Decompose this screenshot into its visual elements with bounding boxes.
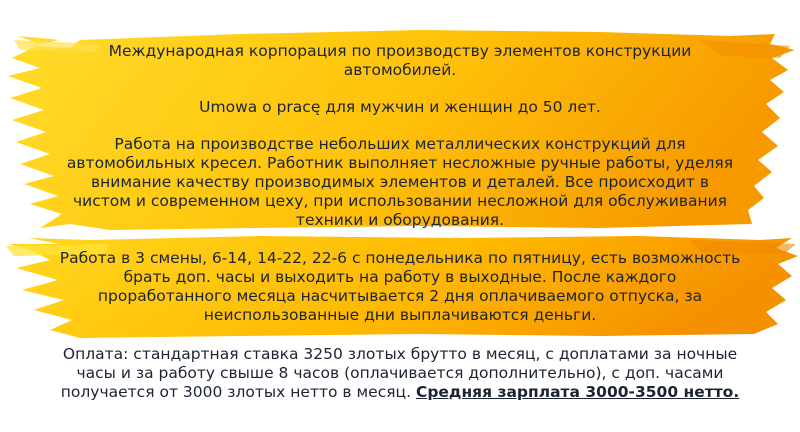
company-description: Международная корпорация по производству элементов конструкции автомобилей.	[108, 42, 692, 79]
payment-info	[40, 345, 760, 402]
work-schedule: Работа в 3 смены, 6-14, 14-22, 22-6 с понедельника по пятницу, есть возможность брать доп. часы и выходить на работу в выходные. После каждого проработанного месяца насчитывается 2 дня оплачиваемого отпуска, за неиспользованные дни выплачиваются деньги.	[59, 249, 741, 324]
contract-type: Umowa o pracę для мужчин и женщин до 50 лет.	[199, 98, 601, 116]
job-description: Работа на производстве небольших металлических конструкций для автомобильных кресел. Работник выполняет несложные ручные работы, уделяя внимание качеству производимых элементов и деталей. Все происходит в чистом и современном цеху, при использовании несложной для обслуживания техники и оборудования.	[66, 135, 734, 229]
payment-text: Оплата: стандартная ставка 3250 злотых брутто в месяц, с доплатами за ночные часы и за работу свыше 8 часов (оплачивается дополнительно), с доп. часами получается от 3000 злотых нетто в месяц.	[60, 345, 738, 401]
average-salary: Средняя зарплата 3000-3500 нетто.	[415, 383, 740, 401]
